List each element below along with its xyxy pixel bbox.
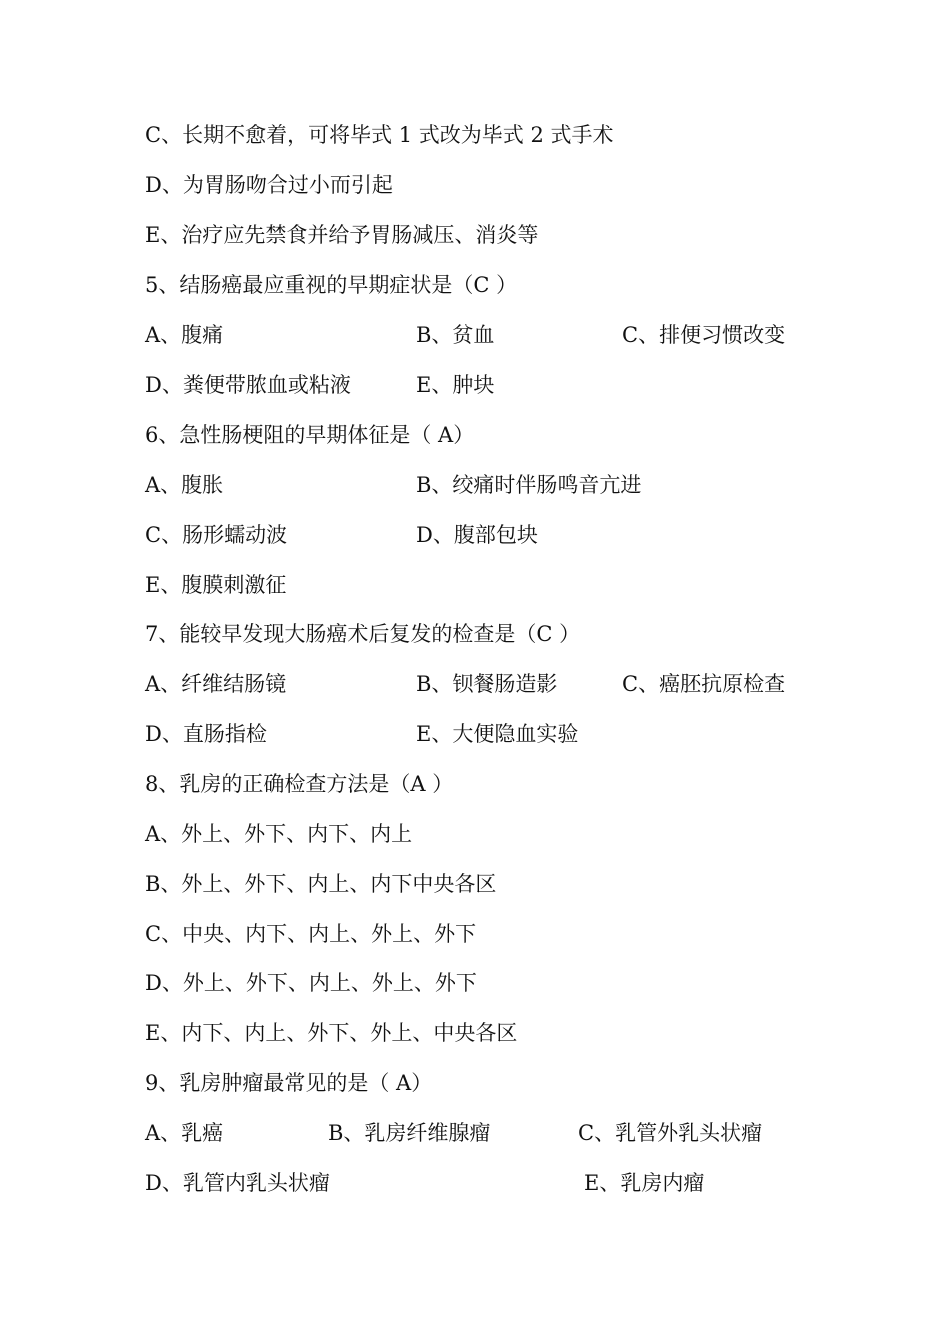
question-text: 5、结肠癌最应重视的早期症状是（C ） <box>145 273 518 297</box>
option-text: A、外上、外下、内下、内上 <box>145 822 413 846</box>
options-line <box>0 968 950 998</box>
option-text: B、乳房纤维腺瘤 <box>328 1121 491 1145</box>
options-line <box>0 520 950 550</box>
option-text: A、纤维结肠镜 <box>145 672 287 696</box>
option-text: B、钡餐肠造影 <box>416 672 558 696</box>
options-line <box>0 1168 950 1198</box>
option-text: E、乳房内瘤 <box>584 1171 705 1195</box>
question-line <box>0 619 950 649</box>
option-text: C、乳管外乳头状瘤 <box>578 1121 763 1145</box>
option-text: B、外上、外下、内上、内下中央各区 <box>145 872 497 896</box>
options-line <box>0 470 950 500</box>
option-text: D、乳管内乳头状瘤 <box>145 1171 330 1195</box>
option-text: C、肠形蠕动波 <box>145 523 288 547</box>
option-text: C、癌胚抗原检查 <box>622 672 786 696</box>
text-segment: C、长期不愈着，可将毕式 1 式改为毕式 2 式手术 <box>145 123 614 147</box>
text-line <box>0 170 950 200</box>
option-text: D、粪便带脓血或粘液 <box>145 373 351 397</box>
question-line <box>0 1068 950 1098</box>
option-text: A、乳癌 <box>145 1121 224 1145</box>
option-text: B、贫血 <box>416 323 495 347</box>
question-text: 9、乳房肿瘤最常见的是（ A） <box>145 1071 433 1095</box>
options-line <box>0 669 950 699</box>
option-text: E、内下、内上、外下、外上、中央各区 <box>145 1021 518 1045</box>
option-text: B、绞痛时伴肠鸣音亢进 <box>416 473 642 497</box>
question-text: 7、能较早发现大肠癌术后复发的检查是（C ） <box>145 622 581 646</box>
option-text: E、肿块 <box>416 373 495 397</box>
options-line <box>0 370 950 400</box>
text-line <box>0 120 950 150</box>
question-text: 8、乳房的正确检查方法是（A ） <box>145 772 454 796</box>
option-text: D、直肠指检 <box>145 722 267 746</box>
text-segment: D、为胃肠吻合过小而引起 <box>145 173 393 197</box>
options-line <box>0 869 950 899</box>
options-line <box>0 570 950 600</box>
question-line <box>0 420 950 450</box>
options-line <box>0 919 950 949</box>
options-line <box>0 719 950 749</box>
option-text: E、腹膜刺激征 <box>145 573 287 597</box>
option-text: A、腹痛 <box>145 323 224 347</box>
question-line <box>0 270 950 300</box>
options-line <box>0 320 950 350</box>
options-line <box>0 1118 950 1148</box>
option-text: C、排便习惯改变 <box>622 323 786 347</box>
option-text: D、腹部包块 <box>416 523 538 547</box>
option-text: A、腹胀 <box>145 473 224 497</box>
question-line <box>0 769 950 799</box>
option-text: D、外上、外下、内上、外上、外下 <box>145 971 477 995</box>
option-text: E、大便隐血实验 <box>416 722 579 746</box>
text-segment: E、治疗应先禁食并给予胃肠减压、消炎等 <box>145 223 539 247</box>
options-line <box>0 1018 950 1048</box>
question-text: 6、急性肠梗阻的早期体征是（ A） <box>145 423 475 447</box>
option-text: C、中央、内下、内上、外上、外下 <box>145 922 477 946</box>
text-line <box>0 220 950 250</box>
options-line <box>0 819 950 849</box>
